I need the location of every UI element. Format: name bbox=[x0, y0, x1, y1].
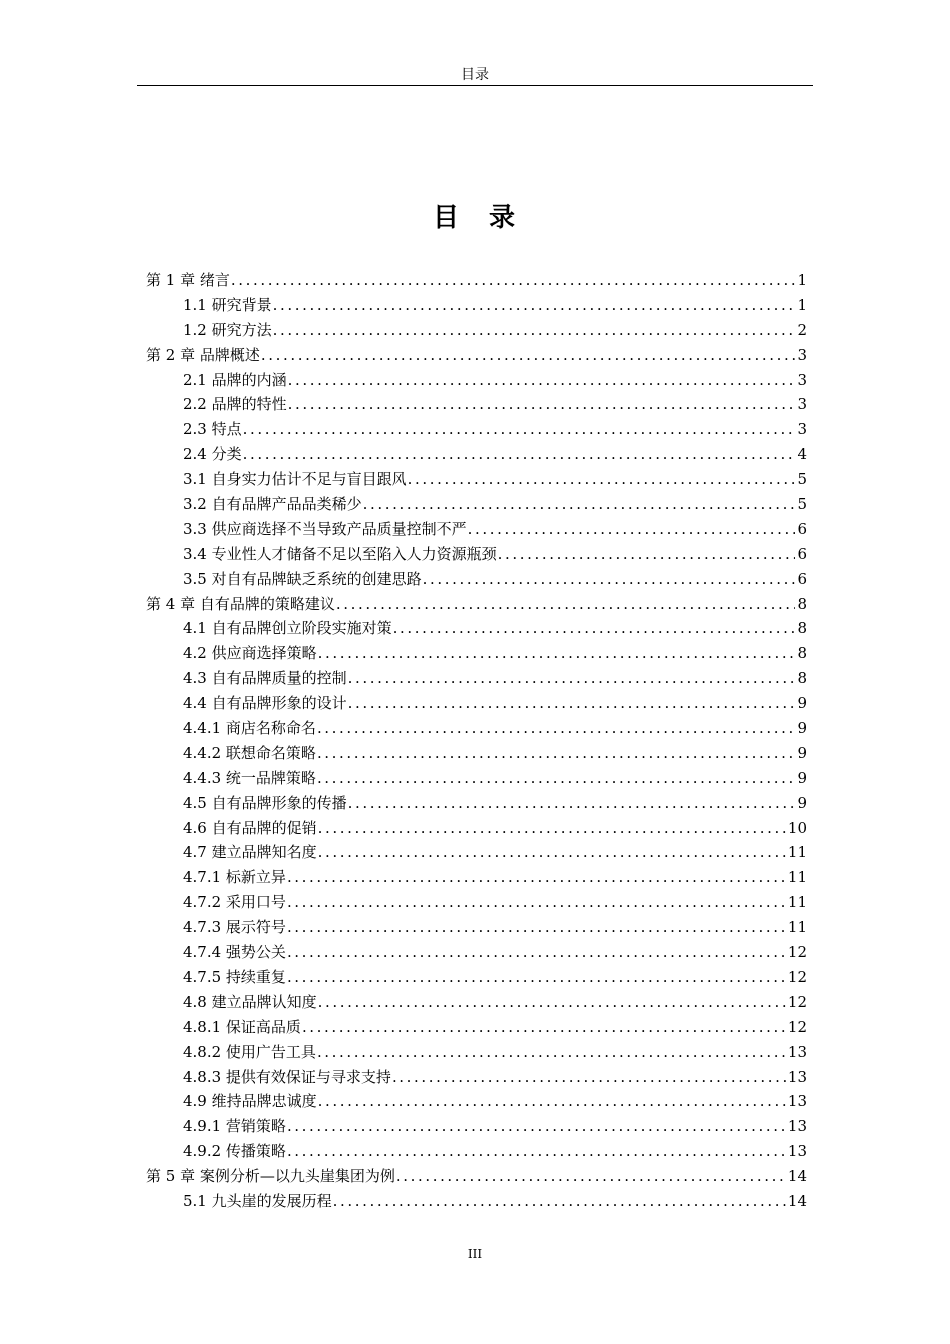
toc-section-entry[interactable] bbox=[146, 990, 807, 1015]
toc-section-entry[interactable] bbox=[146, 368, 807, 393]
toc-section-entry[interactable] bbox=[146, 915, 807, 940]
toc-section-entry[interactable] bbox=[146, 1189, 807, 1214]
toc-entry-page: 6 bbox=[797, 569, 807, 588]
toc-dot-leader bbox=[317, 641, 796, 666]
toc-entry-page: 6 bbox=[797, 544, 807, 563]
toc-entry-label: 第 4 章 自有品牌的策略建议 bbox=[146, 594, 335, 613]
toc-dot-leader bbox=[317, 1089, 786, 1114]
toc-entry-label: 4.1 自有品牌创立阶段实施对策 bbox=[183, 619, 392, 638]
toc-dot-leader bbox=[287, 392, 796, 417]
toc-entry-page: 3 bbox=[797, 345, 807, 364]
toc-entry-label: 4.7.4 强势公关 bbox=[183, 943, 286, 962]
toc-entry-label: 4.8 建立品牌认知度 bbox=[183, 992, 317, 1011]
toc-dot-leader bbox=[347, 791, 796, 816]
toc-entry-page: 13 bbox=[787, 1092, 807, 1111]
toc-entry-page: 6 bbox=[797, 519, 807, 538]
toc-chapter-entry[interactable] bbox=[146, 343, 807, 368]
toc-dot-leader bbox=[286, 965, 786, 990]
toc-entry-label: 4.4 自有品牌形象的设计 bbox=[183, 694, 347, 713]
toc-entry-page: 13 bbox=[787, 1042, 807, 1061]
toc-entry-page: 13 bbox=[787, 1117, 807, 1136]
toc-entry-label: 3.3 供应商选择不当导致产品质量控制不严 bbox=[183, 519, 467, 538]
toc-dot-leader bbox=[316, 766, 796, 791]
toc-entry-page: 12 bbox=[787, 992, 807, 1011]
toc-section-entry[interactable] bbox=[146, 1089, 807, 1114]
toc-section-entry[interactable] bbox=[146, 293, 807, 318]
toc-entry-label: 4.9.1 营销策略 bbox=[183, 1117, 286, 1136]
toc-dot-leader bbox=[272, 293, 796, 318]
toc-entry-label: 4.9 维持品牌忠诚度 bbox=[183, 1092, 317, 1111]
toc-entry-label: 4.2 供应商选择策略 bbox=[183, 644, 317, 663]
toc-entry-label: 第 1 章 绪言 bbox=[146, 271, 230, 289]
toc-entry-page: 11 bbox=[787, 868, 807, 887]
page-number: III bbox=[467, 1247, 483, 1261]
toc-entry-page: 9 bbox=[797, 743, 807, 762]
toc-entry-page: 13 bbox=[787, 1142, 807, 1161]
toc-section-entry[interactable] bbox=[146, 392, 807, 417]
toc-entry-page: 12 bbox=[787, 967, 807, 986]
toc-section-entry[interactable] bbox=[146, 816, 807, 841]
toc-entry-page: 12 bbox=[787, 943, 807, 962]
toc-dot-leader bbox=[347, 691, 796, 716]
toc-dot-leader bbox=[286, 890, 786, 915]
toc-section-entry[interactable] bbox=[146, 940, 807, 965]
toc-dot-leader bbox=[301, 1015, 786, 1040]
toc-entry-label: 4.7.5 持续重复 bbox=[183, 967, 286, 986]
toc-section-entry[interactable] bbox=[146, 741, 807, 766]
toc-dot-leader bbox=[392, 616, 796, 641]
toc-entry-page: 14 bbox=[787, 1191, 807, 1210]
toc-entry-page: 9 bbox=[797, 694, 807, 713]
toc-entry-page: 8 bbox=[797, 669, 807, 688]
toc-dot-leader bbox=[272, 318, 796, 343]
toc-entry-label: 4.6 自有品牌的促销 bbox=[183, 818, 317, 837]
toc-dot-leader bbox=[407, 467, 796, 492]
toc-dot-leader bbox=[335, 592, 796, 617]
toc-entry-label: 5.1 九头崖的发展历程 bbox=[183, 1191, 332, 1210]
toc-dot-leader bbox=[347, 666, 796, 691]
toc-entry-label: 4.8.3 提供有效保证与寻求支持 bbox=[183, 1067, 391, 1086]
toc-section-entry[interactable] bbox=[146, 791, 807, 816]
toc-section-entry[interactable] bbox=[146, 517, 807, 542]
toc-dot-leader bbox=[286, 1139, 786, 1164]
toc-entry-label: 2.4 分类 bbox=[183, 445, 242, 464]
toc-dot-leader bbox=[422, 567, 796, 592]
toc-entry-page: 10 bbox=[787, 818, 807, 837]
toc-dot-leader bbox=[230, 268, 796, 293]
header-rule bbox=[137, 85, 813, 86]
toc-entry-page: 12 bbox=[787, 1017, 807, 1036]
toc-chapter-entry[interactable] bbox=[146, 592, 807, 617]
toc-entry-label: 2.3 特点 bbox=[183, 420, 242, 439]
toc-entry-label: 1.1 研究背景 bbox=[183, 295, 272, 314]
toc-dot-leader bbox=[362, 492, 796, 517]
toc-section-entry[interactable] bbox=[146, 716, 807, 741]
toc-section-entry[interactable] bbox=[146, 492, 807, 517]
toc-entry-label: 4.8.1 保证高品质 bbox=[183, 1017, 301, 1036]
toc-section-entry[interactable] bbox=[146, 467, 807, 492]
toc-entry-label: 3.4 专业性人才储备不足以至陷入人力资源瓶颈 bbox=[183, 544, 497, 563]
toc-entry-label: 2.1 品牌的内涵 bbox=[183, 370, 287, 389]
toc-dot-leader bbox=[391, 1065, 786, 1090]
running-header: 目录 bbox=[461, 67, 489, 83]
toc-section-entry[interactable] bbox=[146, 567, 807, 592]
toc-entry-page: 11 bbox=[787, 918, 807, 937]
toc-entry-page: 4 bbox=[797, 445, 807, 464]
toc-entry-page: 11 bbox=[787, 893, 807, 912]
toc-entry-label: 4.7 建立品牌知名度 bbox=[183, 843, 317, 862]
toc-dot-leader bbox=[332, 1189, 786, 1214]
toc-entry-page: 9 bbox=[797, 793, 807, 812]
toc-entry-page: 1 bbox=[797, 271, 807, 289]
toc-section-entry[interactable] bbox=[146, 840, 807, 865]
toc-section-entry[interactable] bbox=[146, 666, 807, 691]
toc-entry-label: 2.2 品牌的特性 bbox=[183, 395, 287, 414]
toc-entry-label: 4.9.2 传播策略 bbox=[183, 1142, 286, 1161]
toc-entry-label: 4.7.3 展示符号 bbox=[183, 918, 286, 937]
toc-section-entry[interactable] bbox=[146, 1040, 807, 1065]
toc-section-entry[interactable] bbox=[146, 865, 807, 890]
toc-entry-label: 4.5 自有品牌形象的传播 bbox=[183, 793, 347, 812]
toc-section-entry[interactable] bbox=[146, 766, 807, 791]
toc-entry-page: 9 bbox=[797, 719, 807, 738]
toc-dot-leader bbox=[497, 542, 796, 567]
toc-dot-leader bbox=[287, 368, 796, 393]
toc-entry-label: 4.7.1 标新立异 bbox=[183, 868, 286, 887]
toc-entry-label: 4.7.2 采用口号 bbox=[183, 893, 286, 912]
toc-entry-page: 13 bbox=[787, 1067, 807, 1086]
toc-entry-label: 3.5 对自有品牌缺乏系统的创建思路 bbox=[183, 569, 422, 588]
toc-section-entry[interactable] bbox=[146, 417, 807, 442]
toc-section-entry[interactable] bbox=[146, 542, 807, 567]
toc-dot-leader bbox=[316, 1040, 786, 1065]
toc-entry-label: 3.1 自身实力估计不足与盲目跟风 bbox=[183, 470, 407, 489]
toc-dot-leader bbox=[286, 1114, 786, 1139]
toc-entry-page: 8 bbox=[797, 644, 807, 663]
toc-section-entry[interactable] bbox=[146, 691, 807, 716]
toc-dot-leader bbox=[242, 442, 796, 467]
toc-dot-leader bbox=[286, 915, 786, 940]
toc-section-entry[interactable] bbox=[146, 965, 807, 990]
toc-entry-page: 3 bbox=[797, 370, 807, 389]
toc-entry-page: 11 bbox=[787, 843, 807, 862]
toc-section-entry[interactable] bbox=[146, 641, 807, 666]
toc-entry-label: 4.8.2 使用广告工具 bbox=[183, 1042, 316, 1061]
toc-entry-label: 4.3 自有品牌质量的控制 bbox=[183, 669, 347, 688]
toc-entry-page: 9 bbox=[797, 768, 807, 787]
toc-dot-leader bbox=[395, 1164, 786, 1189]
toc-entry-label: 第 5 章 案例分析—以九头崖集团为例 bbox=[146, 1167, 395, 1186]
toc-entry-label: 4.4.3 统一品牌策略 bbox=[183, 768, 316, 787]
toc-dot-leader bbox=[317, 816, 786, 841]
toc-section-entry[interactable] bbox=[146, 1015, 807, 1040]
toc-entry-page: 14 bbox=[787, 1167, 807, 1186]
toc-section-entry[interactable] bbox=[146, 318, 807, 343]
toc-entry-page: 5 bbox=[797, 470, 807, 489]
toc-dot-leader bbox=[467, 517, 796, 542]
toc-entry-page: 2 bbox=[797, 320, 807, 339]
toc-section-entry[interactable] bbox=[146, 1065, 807, 1090]
table-of-contents bbox=[146, 268, 807, 1214]
toc-dot-leader bbox=[317, 840, 786, 865]
toc-entry-label: 4.4.2 联想命名策略 bbox=[183, 743, 316, 762]
toc-entry-label: 4.4.1 商店名称命名 bbox=[183, 719, 316, 738]
toc-dot-leader bbox=[286, 940, 786, 965]
toc-entry-label: 1.2 研究方法 bbox=[183, 320, 272, 339]
toc-entry-label: 3.2 自有品牌产品品类稀少 bbox=[183, 495, 362, 514]
toc-section-entry[interactable] bbox=[146, 1114, 807, 1139]
toc-dot-leader bbox=[316, 741, 796, 766]
toc-entry-page: 8 bbox=[797, 594, 807, 613]
toc-entry-page: 8 bbox=[797, 619, 807, 638]
toc-section-entry[interactable] bbox=[146, 442, 807, 467]
toc-entry-label: 第 2 章 品牌概述 bbox=[146, 345, 260, 364]
toc-dot-leader bbox=[242, 417, 796, 442]
toc-dot-leader bbox=[286, 865, 786, 890]
toc-entry-page: 3 bbox=[797, 395, 807, 414]
toc-dot-leader bbox=[316, 716, 796, 741]
toc-chapter-entry[interactable] bbox=[146, 1164, 807, 1189]
toc-section-entry[interactable] bbox=[146, 890, 807, 915]
toc-entry-page: 1 bbox=[797, 295, 807, 314]
toc-section-entry[interactable] bbox=[146, 1139, 807, 1164]
page-title: 目 录 bbox=[432, 203, 517, 233]
toc-dot-leader bbox=[260, 343, 796, 368]
toc-section-entry[interactable] bbox=[146, 616, 807, 641]
toc-dot-leader bbox=[317, 990, 786, 1015]
toc-chapter-entry[interactable] bbox=[146, 268, 807, 293]
toc-entry-page: 3 bbox=[797, 420, 807, 439]
toc-entry-page: 5 bbox=[797, 495, 807, 514]
